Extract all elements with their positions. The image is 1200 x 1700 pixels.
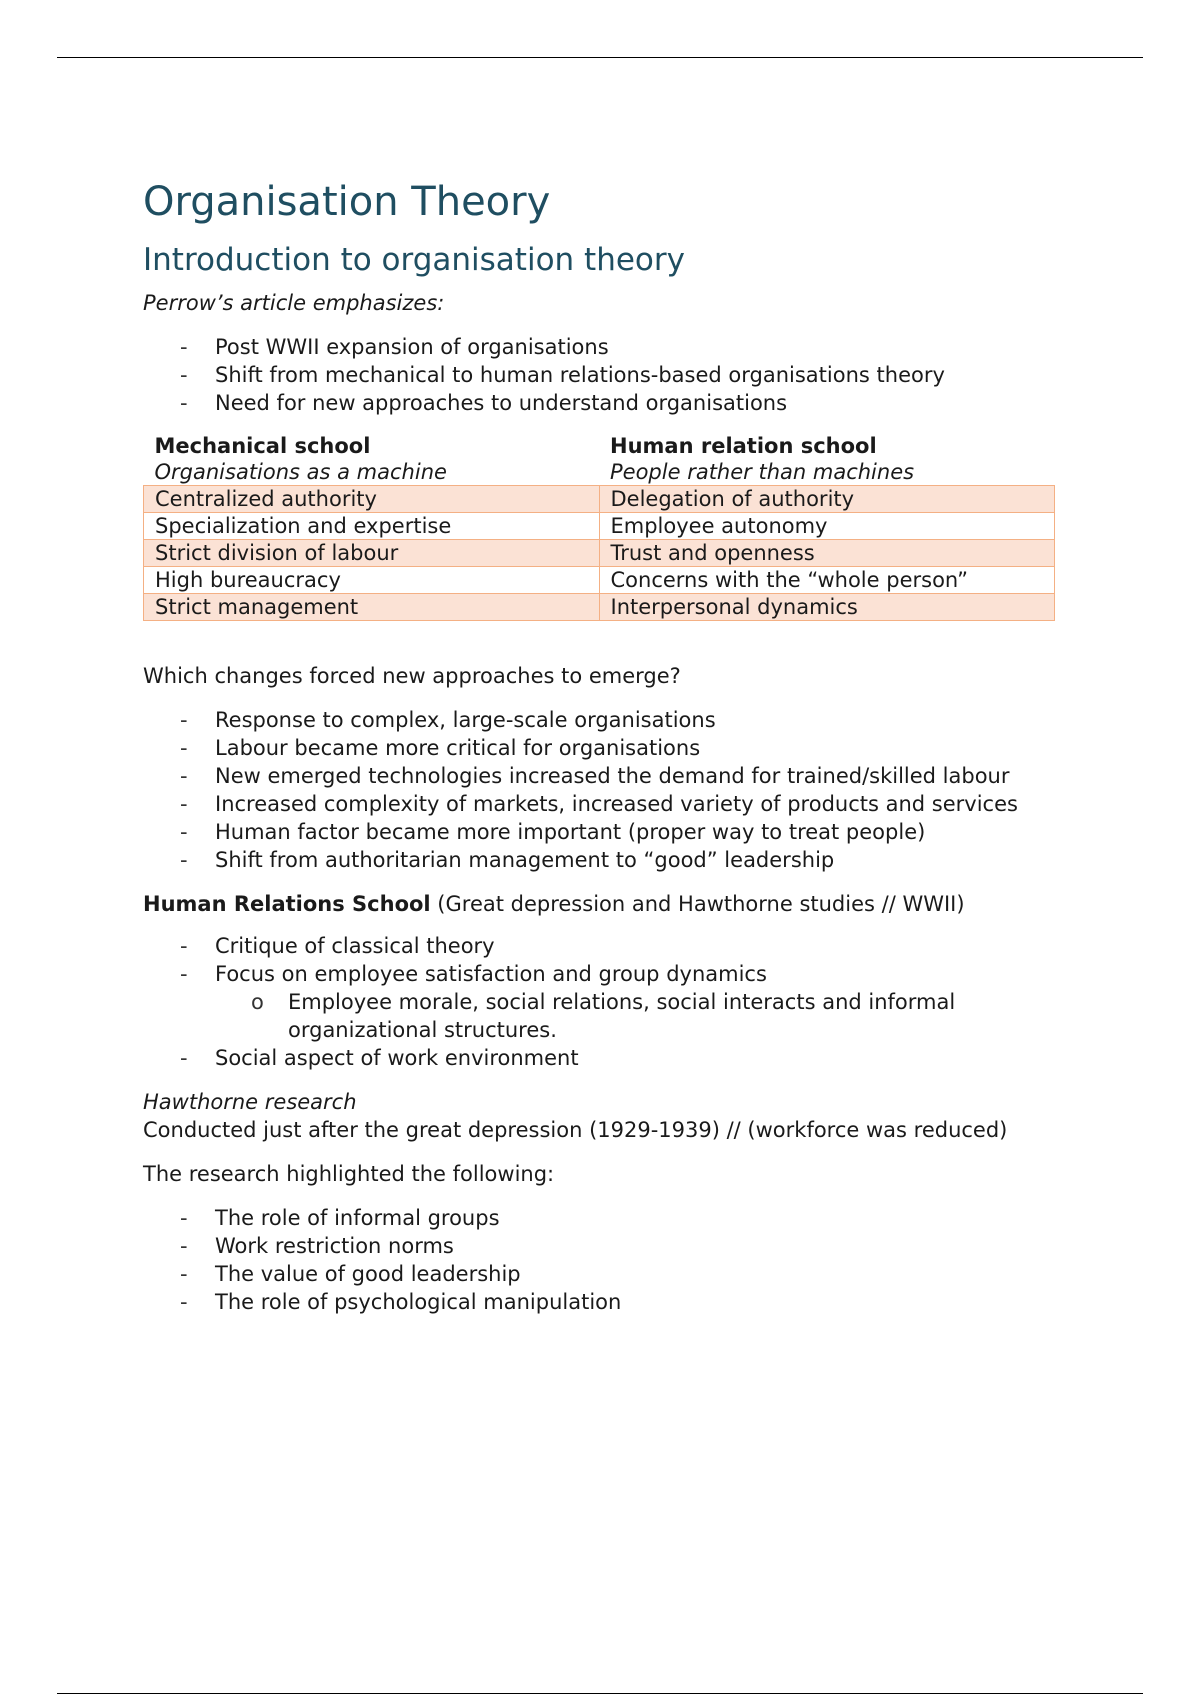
list-item: - Work restriction norms <box>143 1232 1063 1260</box>
table-cell: Strict management <box>144 594 600 621</box>
table-row <box>144 594 1055 621</box>
list-item: - Social aspect of work environment <box>143 1044 1063 1072</box>
table-subheader: Organisations as a machine <box>154 460 447 484</box>
intro-lead: Perrow’s article emphasizes: <box>143 291 445 315</box>
changes-list <box>143 706 1063 874</box>
table-cell: Trust and openness <box>599 540 1055 567</box>
hrs-heading <box>143 890 1063 918</box>
bottom-rule <box>57 1693 1143 1694</box>
table-cell: Specialization and expertise <box>144 513 600 540</box>
hrs-heading-note: (Great depression and Hawthorne studies // WWII) <box>430 892 965 916</box>
list-item: - The value of good leadership <box>143 1260 1063 1288</box>
list-item-text: - Focus on employee satisfaction and group dynamics <box>143 960 1063 988</box>
table-cell: High bureaucracy <box>144 567 600 594</box>
hrs-heading-bold: Human Relations School <box>143 892 431 916</box>
document-body <box>143 178 1063 1316</box>
list-item: - Post WWII expansion of organisations <box>143 333 1063 361</box>
table-cell: Interpersonal dynamics <box>599 594 1055 621</box>
list-item: - The role of psychological manipulation <box>143 1288 1063 1316</box>
top-rule <box>57 57 1143 58</box>
list-item: - Need for new approaches to understand organisations <box>143 389 1063 417</box>
page-title: Organisation Theory <box>143 179 551 225</box>
list-item: - Human factor became more important (proper way to treat people) <box>143 818 1063 846</box>
table-header: Human relation school <box>610 434 877 458</box>
intro-list <box>143 333 1063 417</box>
table-row <box>144 513 1055 540</box>
list-item: - Response to complex, large-scale organisations <box>143 706 1063 734</box>
list-item: - Critique of classical theory <box>143 932 1063 960</box>
list-item: - Labour became more critical for organisations <box>143 734 1063 762</box>
hawthorne-text: Conducted just after the great depression (1929-1939) // (workforce was reduced) <box>143 1118 1008 1142</box>
hawthorne-lead: The research highlighted the following: <box>143 1162 555 1186</box>
list-item: - Shift from authoritarian management to “good” leadership <box>143 846 1063 874</box>
hawthorne-list <box>143 1204 1063 1316</box>
table-subheader: People rather than machines <box>610 460 915 484</box>
table-header: Mechanical school <box>154 434 371 458</box>
table-cell: Strict division of labour <box>144 540 600 567</box>
table-row <box>144 486 1055 513</box>
list-item: - Shift from mechanical to human relations-based organisations theory <box>143 361 1063 389</box>
comparison-table <box>143 433 1055 621</box>
sub-list <box>143 988 1063 1044</box>
changes-question: Which changes forced new approaches to emerge? <box>143 664 681 688</box>
hrs-list <box>143 932 1063 1072</box>
list-item <box>143 960 1063 1044</box>
sub-list-item: o Employee morale, social relations, social interacts and informal organizational structures. <box>143 988 1063 1044</box>
list-item: - Increased complexity of markets, increased variety of products and services <box>143 790 1063 818</box>
list-item: - The role of informal groups <box>143 1204 1063 1232</box>
table-cell: Delegation of authority <box>599 486 1055 513</box>
hawthorne-title: Hawthorne research <box>143 1090 357 1114</box>
table-header-row <box>144 433 1055 459</box>
list-item: - New emerged technologies increased the demand for trained/skilled labour <box>143 762 1063 790</box>
table-subheader-row <box>144 459 1055 486</box>
table-cell: Employee autonomy <box>599 513 1055 540</box>
section-heading: Introduction to organisation theory <box>143 242 685 278</box>
table-row <box>144 540 1055 567</box>
table-cell: Centralized authority <box>144 486 600 513</box>
table-row <box>144 567 1055 594</box>
table-cell: Concerns with the “whole person” <box>599 567 1055 594</box>
